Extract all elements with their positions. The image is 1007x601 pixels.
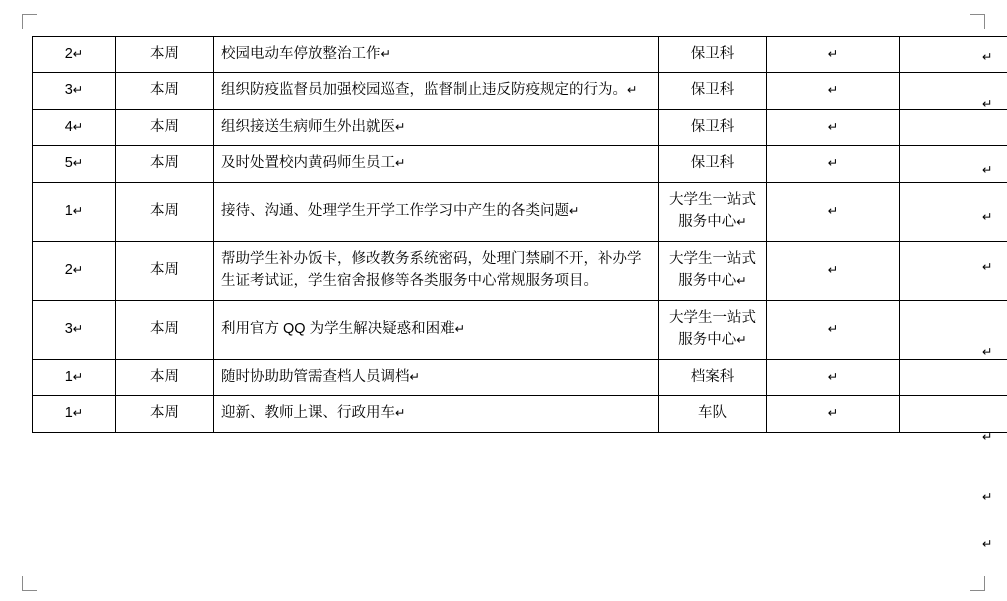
row-time: 本周 — [150, 118, 179, 135]
cell-time — [116, 396, 214, 432]
cell-number — [33, 396, 116, 432]
paragraph-mark-icon: ↵ — [827, 321, 839, 336]
cell-number — [33, 109, 116, 145]
paragraph-mark-icon: ↵ — [982, 97, 993, 111]
cell-task — [214, 241, 659, 300]
cell-department — [659, 109, 767, 145]
row-time: 本周 — [150, 82, 179, 99]
row-department: 保卫科 — [690, 155, 735, 172]
paragraph-mark-icon: ↵ — [395, 119, 406, 134]
cell-department — [659, 146, 767, 182]
work-schedule-table-wrapper — [32, 36, 975, 433]
row-time: 本周 — [150, 46, 179, 62]
cell-task — [214, 182, 659, 241]
cell-number — [33, 300, 116, 359]
cell-time — [116, 146, 214, 182]
paragraph-mark-icon: ↵ — [827, 119, 839, 134]
cell-time — [116, 73, 214, 109]
row-department: 车队 — [698, 405, 727, 422]
cell-column5 — [767, 73, 900, 109]
paragraph-mark-icon: ↵ — [736, 333, 747, 348]
paragraph-mark-icon: ↵ — [827, 369, 839, 384]
table-row[interactable] — [33, 182, 1007, 241]
paragraph-mark-icon: ↵ — [72, 83, 84, 98]
work-schedule-table — [32, 36, 1007, 433]
cell-time — [116, 182, 214, 241]
paragraph-mark-icon: ↵ — [72, 406, 84, 421]
paragraph-mark-icon: ↵ — [982, 210, 993, 224]
cell-number — [33, 146, 116, 182]
page-corner-top-right — [970, 14, 985, 29]
table-row[interactable] — [33, 109, 1007, 145]
page-corner-bottom-right — [970, 576, 985, 591]
row-number: 1 — [64, 405, 73, 422]
row-number: 1 — [64, 368, 73, 385]
cell-column5 — [767, 359, 900, 395]
row-department: 大学生一站式服务中心 — [669, 250, 756, 290]
row-department: 档案科 — [690, 368, 735, 385]
row-number: 3 — [64, 320, 73, 337]
cell-department — [659, 241, 767, 300]
paragraph-mark-icon: ↵ — [627, 83, 638, 98]
table-row[interactable] — [33, 146, 1007, 182]
paragraph-mark-icon: ↵ — [72, 119, 84, 134]
table-row[interactable] — [33, 37, 1007, 73]
paragraph-mark-icon: ↵ — [982, 345, 993, 359]
cell-column6 — [900, 396, 1007, 432]
cell-task — [214, 146, 659, 182]
cell-department — [659, 300, 767, 359]
paragraph-mark-icon: ↵ — [395, 406, 406, 421]
paragraph-mark-icon: ↵ — [72, 263, 84, 278]
paragraph-mark-icon: ↵ — [982, 430, 993, 444]
cell-column5 — [767, 146, 900, 182]
table-row[interactable] — [33, 300, 1007, 359]
row-department: 保卫科 — [690, 118, 735, 135]
cell-column5 — [767, 37, 900, 73]
cell-number — [33, 73, 116, 109]
cell-task — [214, 37, 659, 73]
paragraph-mark-icon: ↵ — [72, 369, 84, 384]
cell-department — [659, 182, 767, 241]
paragraph-mark-icon: ↵ — [827, 406, 839, 421]
paragraph-mark-icon: ↵ — [736, 215, 747, 230]
cell-department — [659, 37, 767, 73]
row-task: 帮助学生补办饭卡，修改教务系统密码，处理门禁刷不开，补办学生证考试证，学生宿舍报修等各类服务中心常规服务项目。 — [221, 250, 642, 290]
paragraph-mark-icon: ↵ — [380, 47, 391, 61]
paragraph-mark-icon: ↵ — [72, 321, 84, 336]
cell-number — [33, 241, 116, 300]
row-number: 2 — [64, 262, 73, 279]
paragraph-mark-icon: ↵ — [827, 47, 839, 61]
row-time: 本周 — [150, 368, 179, 385]
paragraph-mark-icon: ↵ — [72, 156, 84, 171]
cell-column5 — [767, 396, 900, 432]
row-number: 2 — [64, 46, 73, 62]
cell-time — [116, 241, 214, 300]
row-task: 组织接送生病师生外出就医 — [221, 118, 395, 135]
cell-time — [116, 109, 214, 145]
row-number: 4 — [64, 118, 73, 135]
cell-column6 — [900, 359, 1007, 395]
table-body — [33, 37, 1007, 433]
cell-time — [116, 359, 214, 395]
cell-column5 — [767, 300, 900, 359]
row-task: 校园电动车停放整治工作 — [221, 46, 381, 62]
paragraph-mark-icon: ↵ — [982, 537, 993, 551]
row-time: 本周 — [150, 320, 179, 337]
cell-department — [659, 359, 767, 395]
row-task: 随时协助助管需查档人员调档 — [221, 368, 410, 385]
row-number: 1 — [64, 203, 73, 220]
cell-task — [214, 396, 659, 432]
row-department: 保卫科 — [690, 46, 735, 62]
cell-task — [214, 359, 659, 395]
row-time: 本周 — [150, 262, 179, 279]
page-corner-bottom-left — [22, 576, 37, 591]
page-corner-top-left — [22, 14, 37, 29]
paragraph-mark-icon: ↵ — [982, 260, 993, 274]
table-row[interactable] — [33, 396, 1007, 432]
paragraph-mark-icon: ↵ — [982, 163, 993, 177]
cell-number — [33, 359, 116, 395]
cell-number — [33, 37, 116, 73]
paragraph-mark-icon: ↵ — [409, 369, 420, 384]
paragraph-mark-icon: ↵ — [827, 156, 839, 171]
row-number: 5 — [64, 155, 73, 172]
paragraph-mark-icon: ↵ — [454, 321, 466, 336]
row-task: 接待、沟通、处理学生开学工作学习中产生的各类问题 — [221, 203, 569, 220]
row-time: 本周 — [150, 405, 179, 422]
cell-column5 — [767, 109, 900, 145]
row-task: 组织防疫监督员加强校园巡查，监督制止违反防疫规定的行为。 — [221, 82, 627, 99]
paragraph-mark-icon: ↵ — [72, 47, 84, 61]
table-row[interactable] — [33, 241, 1007, 300]
cell-column5 — [767, 241, 900, 300]
cell-task — [214, 300, 659, 359]
row-time: 本周 — [150, 203, 179, 220]
row-department: 大学生一站式服务中心 — [669, 191, 756, 231]
cell-column5 — [767, 182, 900, 241]
cell-time — [116, 37, 214, 73]
row-number: 3 — [64, 82, 73, 99]
row-task: 及时处置校内黄码师生员工 — [221, 155, 395, 172]
paragraph-mark-icon: ↵ — [736, 274, 747, 289]
cell-task — [214, 73, 659, 109]
paragraph-mark-icon: ↵ — [982, 490, 993, 504]
paragraph-mark-icon: ↵ — [569, 204, 580, 219]
paragraph-mark-icon: ↵ — [827, 263, 839, 278]
paragraph-mark-icon: ↵ — [395, 156, 406, 171]
table-row[interactable] — [33, 359, 1007, 395]
row-department: 保卫科 — [690, 82, 735, 99]
paragraph-mark-icon: ↵ — [982, 50, 993, 64]
row-time: 本周 — [150, 155, 179, 172]
paragraph-mark-icon: ↵ — [72, 204, 84, 219]
paragraph-mark-icon: ↵ — [827, 204, 839, 219]
row-task: 利用官方 QQ 为学生解决疑惑和困难 — [221, 320, 455, 337]
cell-department — [659, 396, 767, 432]
cell-department — [659, 73, 767, 109]
cell-task — [214, 109, 659, 145]
cell-number — [33, 182, 116, 241]
row-task: 迎新、教师上课、行政用车 — [221, 405, 395, 422]
cell-column6 — [900, 109, 1007, 145]
cell-time — [116, 300, 214, 359]
paragraph-mark-icon: ↵ — [827, 83, 839, 98]
row-department: 大学生一站式服务中心 — [669, 309, 756, 349]
table-row[interactable] — [33, 73, 1007, 109]
